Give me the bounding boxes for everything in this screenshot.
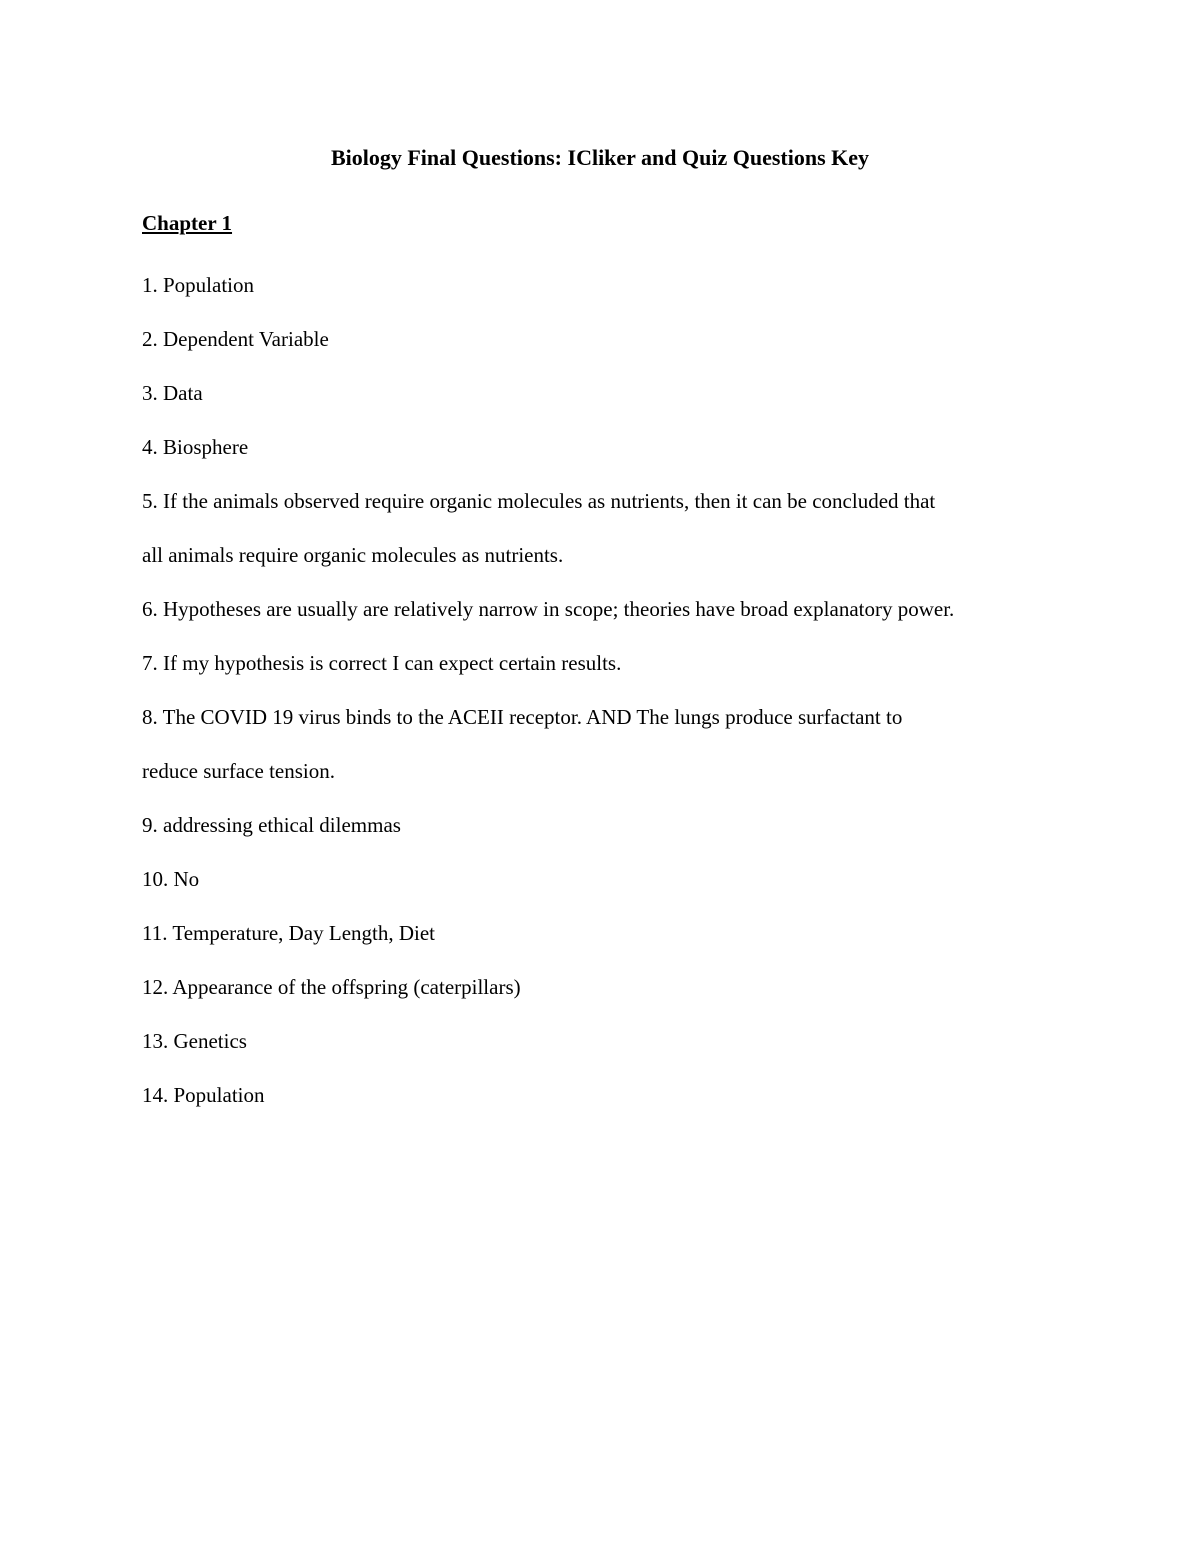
- document-title: Biology Final Questions: ICliker and Quiz Questions Key: [330, 145, 870, 170]
- answer-line: 3. Data: [142, 381, 203, 405]
- answer-item: [142, 1080, 1082, 1134]
- answer-item: [142, 648, 1082, 702]
- answer-line: 9. addressing ethical dilemmas: [142, 813, 401, 837]
- answer-line: 5. If the animals observed require organic molecules as nutrients, then it can be concluded that: [142, 489, 936, 513]
- answer-item: [142, 486, 1082, 594]
- chapter-heading: Chapter 1: [142, 211, 233, 235]
- answer-line: 7. If my hypothesis is correct I can expect certain results.: [142, 651, 622, 675]
- answer-item: [142, 1026, 1082, 1080]
- answer-item: [142, 270, 1082, 324]
- answer-line: 8. The COVID 19 virus binds to the ACEII receptor. AND The lungs produce surfactant to: [142, 705, 903, 729]
- answer-item: [142, 378, 1082, 432]
- answer-line: 14. Population: [142, 1083, 265, 1107]
- answer-line: 10. No: [142, 867, 200, 891]
- answer-line: 6. Hypotheses are usually are relatively narrow in scope; theories have broad explanatory power.: [142, 597, 955, 621]
- answer-line: 2. Dependent Variable: [142, 327, 329, 351]
- answer-item: [142, 432, 1082, 486]
- answer-item: [142, 594, 1082, 648]
- answer-item: [142, 810, 1082, 864]
- answer-item: [142, 324, 1082, 378]
- answer-line: all animals require organic molecules as nutrients.: [142, 543, 564, 567]
- answer-item: [142, 864, 1082, 918]
- answer-list: [142, 270, 1082, 1134]
- answer-line: 1. Population: [142, 273, 255, 297]
- answer-line: reduce surface tension.: [142, 759, 335, 783]
- answer-line: 12. Appearance of the offspring (caterpillars): [142, 975, 521, 999]
- answer-item: [142, 702, 1082, 810]
- answer-line: 4. Biosphere: [142, 435, 249, 459]
- answer-item: [142, 918, 1082, 972]
- answer-line: 13. Genetics: [142, 1029, 247, 1053]
- answer-item: [142, 972, 1082, 1026]
- answer-line: 11. Temperature, Day Length, Diet: [142, 921, 436, 945]
